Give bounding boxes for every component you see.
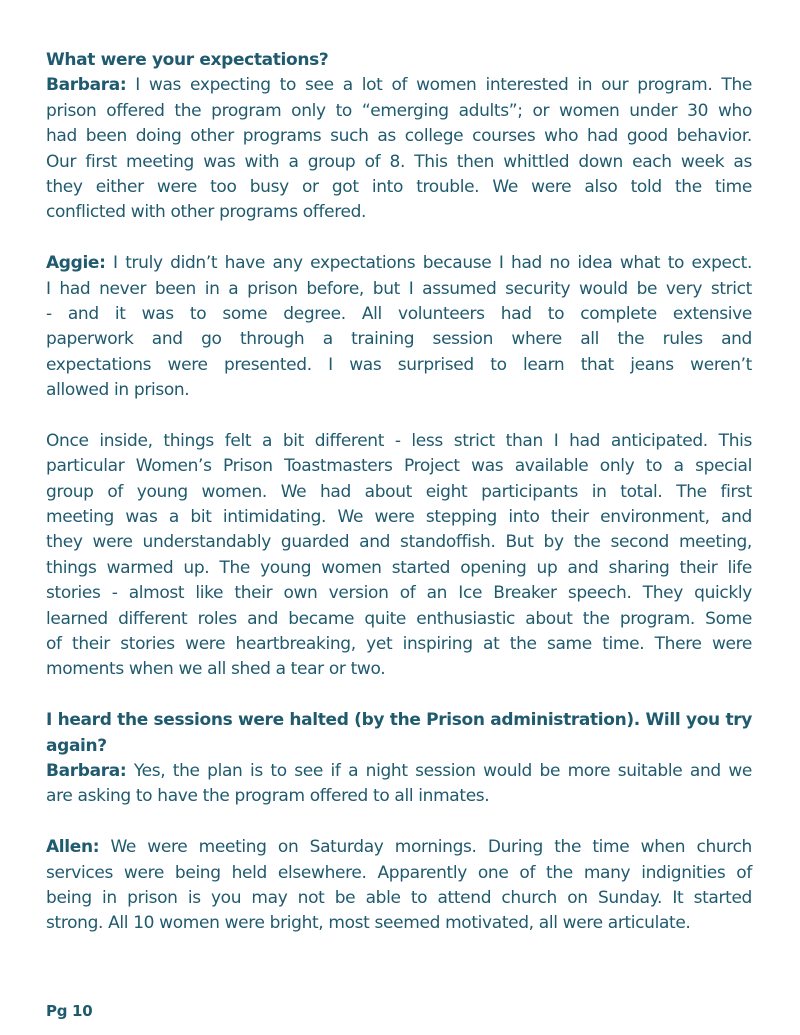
answer-aggie-expectations: [46, 251, 752, 403]
paragraph-line: Barbara: Yes, the plan is to see if a night session would be more suitable and we: [46, 760, 752, 781]
heading-line: I heard the sessions were halted (by the Prison administration). Will you try: [46, 710, 752, 731]
paragraph-line: being in prison is you may not be able to attend church on Sunday. It started: [46, 887, 752, 908]
paragraph-line: Our first meeting was with a group of 8. This then whittled down each week as: [46, 151, 752, 172]
paragraph-line: they were understandably guarded and standoffish. But by the second meeting,: [46, 532, 752, 553]
paragraph-line: allowed in prison.: [46, 380, 190, 401]
paragraph-line: prison offered the program only to “emerging adults”; or women under 30 who: [46, 100, 752, 121]
question-heading-sessions-halted: [46, 708, 752, 759]
paragraph-line: Allen: We were meeting on Saturday mornings. During the time when church: [46, 837, 752, 858]
paragraph-line: Once inside, things felt a bit different - less strict than I had anticipated. This: [46, 430, 752, 451]
speaker-name: Barbara:: [46, 760, 127, 781]
article-body: [46, 48, 752, 937]
paragraph-line: learned different roles and became quite enthusiastic about the program. Some: [46, 608, 752, 629]
paragraph-line: meeting was a bit intimidating. We were stepping into their environment, and: [46, 507, 752, 528]
answer-barbara-try-again: [46, 759, 752, 810]
paragraph-line: they either were too busy or got into trouble. We were also told the time: [46, 176, 752, 197]
heading-line: again?: [46, 735, 107, 756]
paragraph-line: expectations were presented. I was surprised to learn that jeans weren’t: [46, 354, 752, 375]
speaker-name: Aggie:: [46, 253, 106, 274]
paragraph-line: particular Women’s Prison Toastmasters Project was available only to a special: [46, 456, 752, 477]
speaker-name: Allen:: [46, 837, 100, 858]
paragraph-line: stories - almost like their own version of an Ice Breaker speech. They quickly: [46, 583, 752, 604]
answer-barbara-expectations: [46, 73, 752, 225]
paragraph-line: - and it was to some degree. All volunteers had to complete extensive: [46, 303, 752, 324]
paragraph-line: of their stories were heartbreaking, yet inspiring at the same time. There were: [46, 633, 752, 654]
speaker-name: Barbara:: [46, 75, 127, 96]
page-number: Pg 10: [46, 1002, 93, 1020]
paragraph-line: had been doing other programs such as college courses who had good behavior.: [46, 126, 752, 147]
paragraph-line: conflicted with other programs offered.: [46, 202, 367, 223]
answer-aggie-continued: [46, 429, 752, 683]
paragraph-line: moments when we all shed a tear or two.: [46, 659, 386, 680]
paragraph-line: group of young women. We had about eight participants in total. The first: [46, 481, 752, 502]
paragraph-line: are asking to have the program offered to all inmates.: [46, 786, 490, 807]
paragraph-line: services were being held elsewhere. Apparently one of the many indignities of: [46, 862, 752, 883]
paragraph-line: I had never been in a prison before, but I assumed security would be very strict: [46, 278, 752, 299]
paragraph-line: Barbara: I was expecting to see a lot of women interested in our program. The: [46, 75, 752, 96]
paragraph-line: Aggie: I truly didn’t have any expectations because I had no idea what to expect.: [46, 253, 752, 274]
question-heading-expectations: What were your expectations?: [46, 50, 329, 70]
paragraph-line: strong. All 10 women were bright, most seemed motivated, all were articulate.: [46, 913, 691, 934]
paragraph-line: things warmed up. The young women started opening up and sharing their life: [46, 557, 752, 578]
paragraph-line: paperwork and go through a training session where all the rules and: [46, 329, 752, 350]
answer-allen-try-again: [46, 835, 752, 937]
